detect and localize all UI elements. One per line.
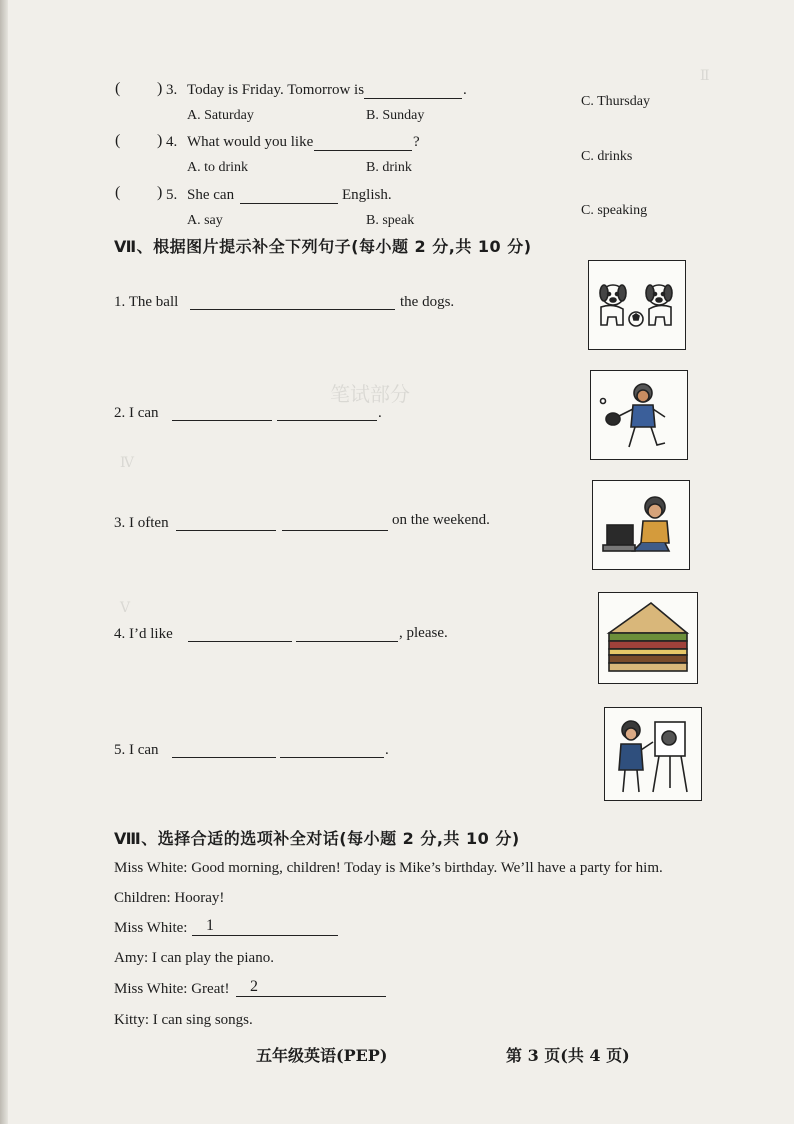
sandwich-illustration bbox=[599, 593, 697, 683]
bleed-through: 笔试部分 bbox=[330, 384, 410, 406]
picture-watch-tv bbox=[592, 480, 690, 570]
footer-subject: 五年级英语(PEP) bbox=[256, 1046, 388, 1065]
question-number: 5. bbox=[166, 187, 178, 203]
answer-paren-open: ( bbox=[115, 184, 121, 201]
question-stem-end: English. bbox=[342, 187, 392, 203]
question-stem: What would you like bbox=[187, 134, 314, 150]
sentence-4-blank-a[interactable] bbox=[188, 627, 292, 642]
sentence-2-blank-a[interactable] bbox=[172, 406, 272, 421]
sentence-5-start: 5. I can bbox=[114, 742, 159, 758]
watch-tv-illustration bbox=[593, 481, 689, 569]
footer-page-number: 第 3 页(共 4 页) bbox=[506, 1046, 630, 1065]
sentence-3-start: 3. I often bbox=[114, 515, 169, 531]
bleed-through: Ⅱ bbox=[700, 69, 710, 84]
sentence-1-start: 1. The ball bbox=[114, 294, 179, 310]
dogs-ball-illustration bbox=[589, 261, 685, 349]
answer-paren-close: ) bbox=[157, 80, 163, 97]
sentence-4-end: , please. bbox=[399, 625, 448, 641]
option-c: C. drinks bbox=[581, 149, 633, 164]
section-8-title: Ⅷ、选择合适的选项补全对话(每小题 2 分,共 10 分) bbox=[114, 829, 520, 848]
answer-blank[interactable] bbox=[364, 84, 462, 99]
sentence-5-blank-b[interactable] bbox=[280, 743, 384, 758]
sentence-1-blank[interactable] bbox=[190, 295, 395, 310]
sentence-3-blank-b[interactable] bbox=[282, 516, 388, 531]
option-a: A. say bbox=[187, 213, 223, 228]
question-stem: Today is Friday. Tomorrow is bbox=[187, 82, 365, 98]
picture-dogs-ball bbox=[588, 260, 686, 350]
section-7-title: Ⅶ、根据图片提示补全下列句子(每小题 2 分,共 10 分) bbox=[114, 237, 532, 256]
answer-paren-close: ) bbox=[157, 184, 163, 201]
answer-paren-open: ( bbox=[115, 132, 121, 149]
answer-blank[interactable] bbox=[314, 136, 412, 151]
question-number: 4. bbox=[166, 134, 178, 150]
question-stem-end: . bbox=[463, 82, 467, 98]
dialogue-speaker: Miss White: Great! bbox=[114, 981, 230, 997]
draw-picture-illustration bbox=[605, 708, 701, 800]
dialogue-speaker: Miss White: bbox=[114, 920, 188, 936]
sentence-3-blank-a[interactable] bbox=[176, 516, 276, 531]
picture-draw bbox=[604, 707, 702, 801]
answer-blank[interactable] bbox=[240, 189, 338, 204]
answer-paren-open: ( bbox=[115, 80, 121, 97]
dialogue-blank-1[interactable]: 1 bbox=[192, 917, 338, 936]
sentence-4-blank-b[interactable] bbox=[296, 627, 398, 642]
dialogue-line: Kitty: I can sing songs. bbox=[114, 1012, 253, 1028]
page-scan-edge bbox=[0, 0, 8, 1124]
sentence-2-end: . bbox=[378, 405, 382, 421]
picture-ping-pong bbox=[590, 370, 688, 460]
option-c: C. speaking bbox=[581, 203, 648, 218]
option-b: B. speak bbox=[366, 213, 415, 228]
sentence-4-start: 4. I’d like bbox=[114, 626, 173, 642]
option-a: A. to drink bbox=[187, 160, 249, 175]
dialogue-line: Children: Hooray! bbox=[114, 890, 225, 906]
question-stem-end: ? bbox=[413, 134, 420, 150]
option-c: C. Thursday bbox=[581, 94, 650, 109]
answer-paren-close: ) bbox=[157, 132, 163, 149]
option-a: A. Saturday bbox=[187, 108, 254, 123]
dialogue-blank-2[interactable]: 2 bbox=[236, 978, 386, 997]
question-number: 3. bbox=[166, 82, 178, 98]
sentence-5-end: . bbox=[385, 742, 389, 758]
sentence-2-blank-b[interactable] bbox=[277, 406, 377, 421]
bleed-through: Ⅴ bbox=[120, 601, 131, 616]
option-b: B. Sunday bbox=[366, 108, 425, 123]
sentence-5-blank-a[interactable] bbox=[172, 743, 276, 758]
sentence-3-end: on the weekend. bbox=[392, 512, 490, 528]
sentence-1-end: the dogs. bbox=[400, 294, 455, 310]
dialogue-line: Miss White: Good morning, children! Today is Mike’s birthday. We’ll have a party for him. bbox=[114, 860, 663, 876]
bleed-through: Ⅳ bbox=[120, 456, 134, 471]
question-stem: She can bbox=[187, 187, 235, 203]
sentence-2-start: 2. I can bbox=[114, 405, 159, 421]
option-b: B. drink bbox=[366, 160, 412, 175]
ping-pong-illustration bbox=[591, 371, 687, 459]
dialogue-line: Amy: I can play the piano. bbox=[114, 950, 274, 966]
picture-sandwich bbox=[598, 592, 698, 684]
